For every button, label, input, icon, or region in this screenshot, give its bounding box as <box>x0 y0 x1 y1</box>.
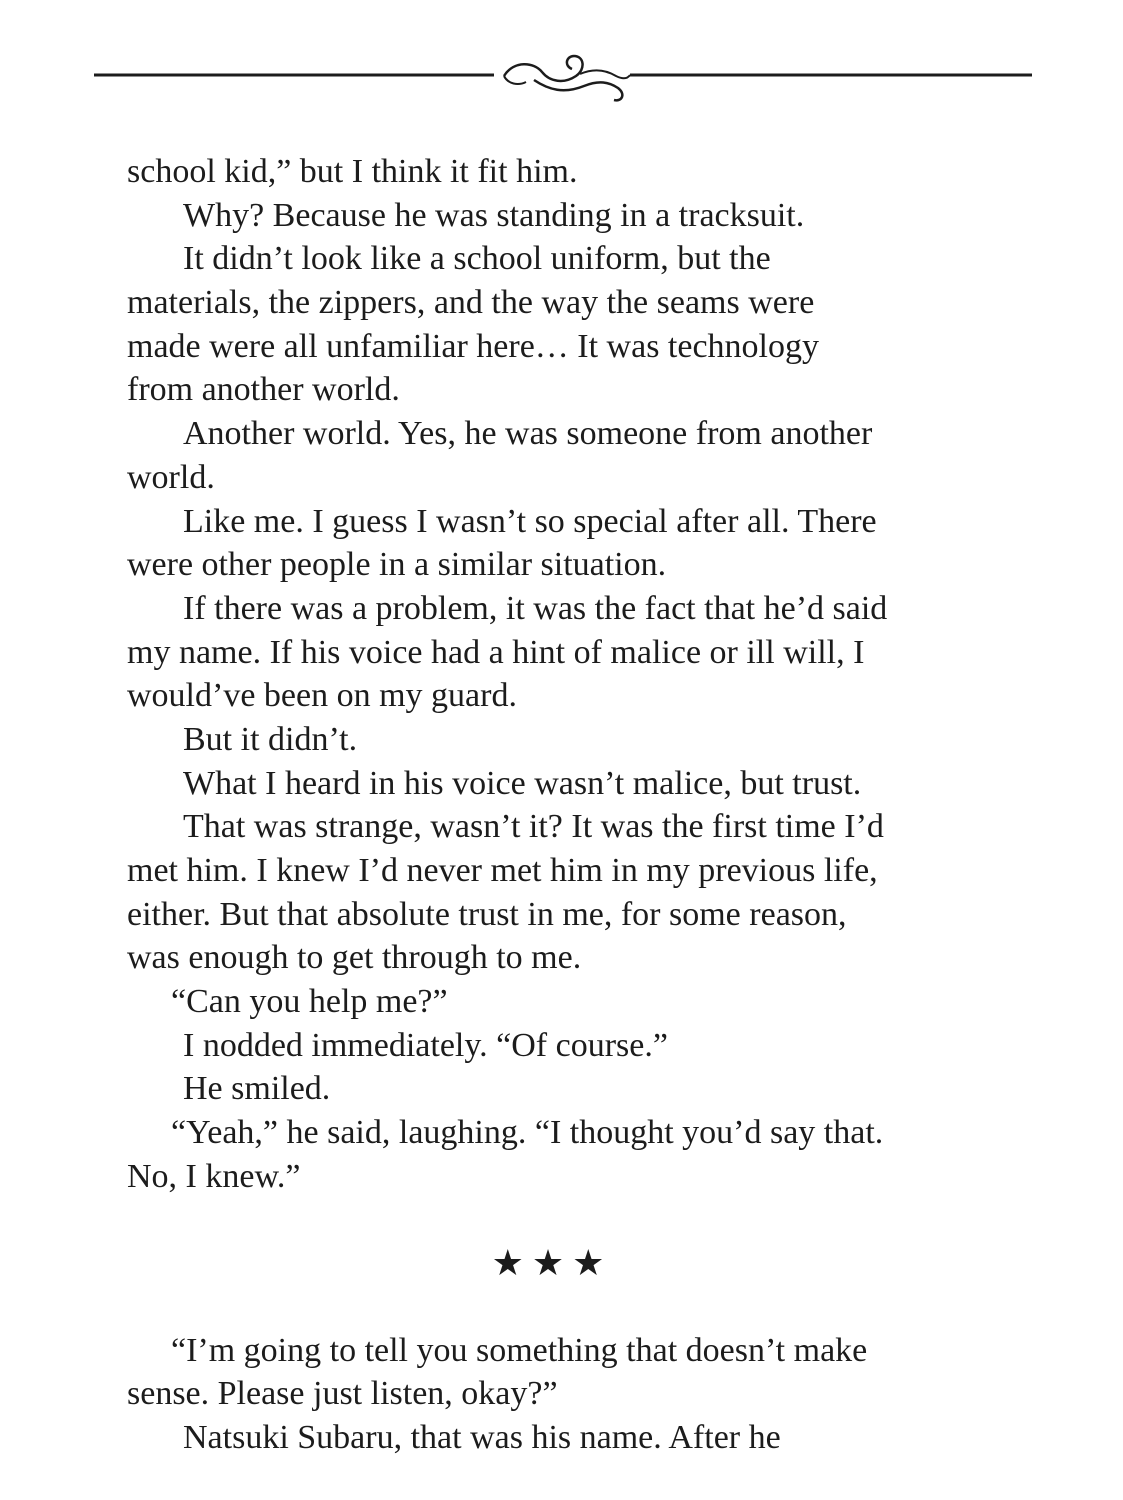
paragraph <box>127 1416 987 1460</box>
text-line: were other people in a similar situation. <box>127 546 667 584</box>
text-line: met him. I knew I’d never met him in my previous life, <box>127 852 878 889</box>
paragraph <box>127 150 987 194</box>
paragraph <box>127 1067 987 1111</box>
paragraph <box>127 500 987 587</box>
text-line: world. <box>127 458 215 496</box>
paragraph <box>127 412 987 499</box>
paragraph <box>127 805 987 980</box>
text-line: Another world. Yes, he was someone from another <box>183 415 873 453</box>
text-line: Natsuki Subaru, that was his name. After he <box>183 1418 781 1456</box>
text-line: “Yeah,” he said, laughing. “I thought you’d say that. <box>171 1114 884 1152</box>
text-line: I nodded immediately. “Of course.” <box>183 1026 668 1064</box>
text-line: made were all unfamiliar here… It was technology <box>127 327 820 365</box>
text-line: “I’m going to tell you something that doesn’t make <box>171 1331 868 1369</box>
paragraph <box>127 1111 987 1198</box>
flourish-divider-icon <box>94 42 1032 108</box>
text-line: If there was a problem, it was the fact that he’d said <box>183 589 888 627</box>
text-line: school kid,” but I think it fit him. <box>127 153 578 190</box>
text-line: It didn’t look like a school uniform, but the <box>183 240 771 278</box>
text-section-before-break <box>127 150 987 1199</box>
paragraph <box>127 1024 987 1068</box>
text-line: from another world. <box>127 371 400 409</box>
paragraph <box>127 237 987 412</box>
text-line: either. But that absolute trust in me, for some reason, <box>127 895 847 933</box>
text-line: materials, the zippers, and the way the seams were <box>127 284 815 322</box>
scene-break: ★★★ <box>491 1242 613 1284</box>
text-line: That was strange, wasn’t it? It was the first time I’d <box>183 808 884 846</box>
paragraph <box>127 980 987 1024</box>
page-body <box>127 150 987 1460</box>
text-line: was enough to get through to me. <box>127 939 582 977</box>
text-line: Why? Because he was standing in a tracksuit. <box>183 196 805 234</box>
text-line: Like me. I guess I wasn’t so special after all. There <box>183 502 877 540</box>
text-line: He smiled. <box>183 1070 331 1108</box>
paragraph <box>127 762 987 806</box>
text-line: “Can you help me?” <box>171 983 448 1021</box>
text-line: my name. If his voice had a hint of malice or ill will, I <box>127 633 865 671</box>
text-section-after-break <box>127 1329 987 1460</box>
text-line: What I heard in his voice wasn’t malice, but trust. <box>183 764 862 802</box>
text-line: But it didn’t. <box>183 720 358 758</box>
text-line: No, I knew.” <box>127 1157 301 1195</box>
paragraph <box>127 194 987 238</box>
paragraph <box>127 1329 987 1416</box>
paragraph <box>127 587 987 718</box>
paragraph <box>127 718 987 762</box>
text-line: would’ve been on my guard. <box>127 677 517 715</box>
text-line: sense. Please just listen, okay?” <box>127 1375 558 1413</box>
